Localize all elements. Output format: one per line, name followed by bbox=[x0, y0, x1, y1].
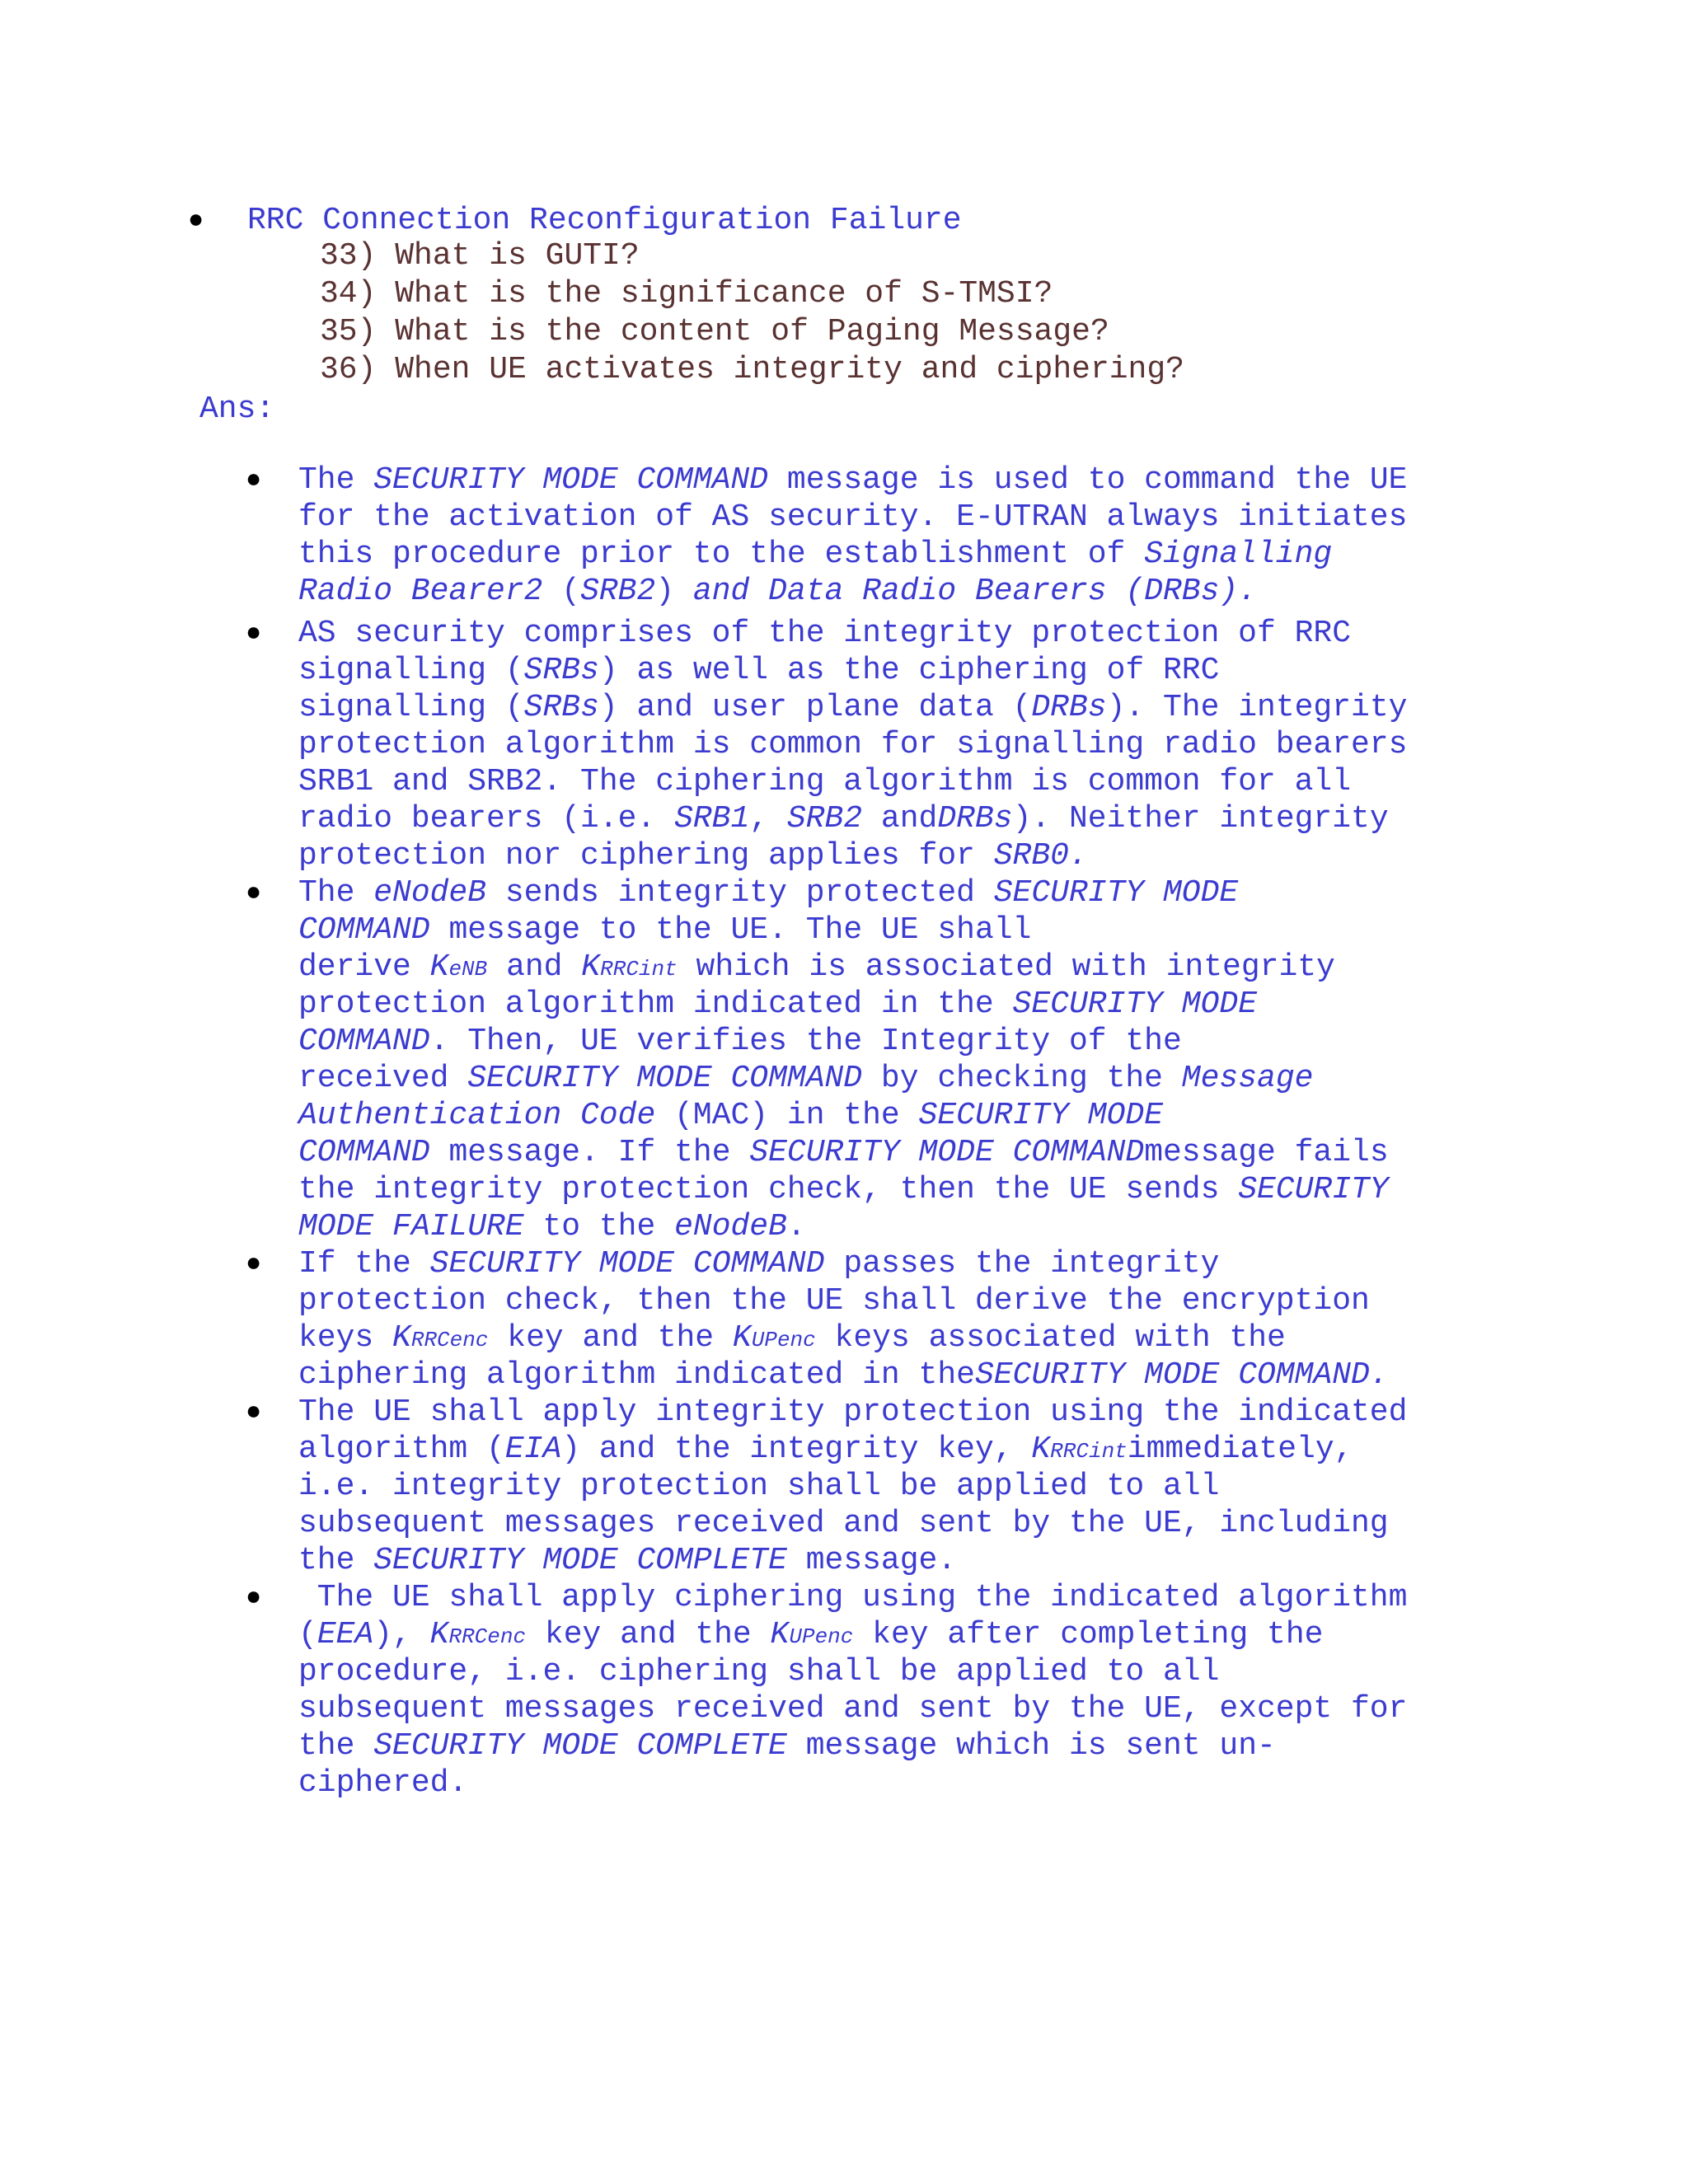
text-line: this procedure prior to the establishment of Signalling bbox=[298, 537, 1333, 572]
bullet-icon: ● bbox=[246, 465, 262, 495]
text-line: The UE shall apply integrity protection using the indicated bbox=[298, 1394, 1408, 1430]
text-line: for the activation of AS security. E-UTRAN always initiates bbox=[298, 499, 1408, 535]
text-line: COMMAND message. If the SECURITY MODE COMMANDmessage fails bbox=[298, 1135, 1389, 1170]
text-line: the SECURITY MODE COMPLETE message. bbox=[298, 1543, 957, 1578]
text-line: keys KRRCenc key and the KUPenc keys associated with the bbox=[298, 1320, 1286, 1356]
text-line: algorithm (EIA) and the integrity key, KRRCintimmediately, bbox=[298, 1432, 1353, 1467]
question-35: 35) What is the content of Paging Message? bbox=[320, 314, 1109, 349]
text-line: COMMAND message to the UE. The UE shall bbox=[298, 912, 1032, 948]
answer-list bbox=[246, 462, 1493, 1802]
question-33: 33) What is GUTI? bbox=[320, 238, 640, 274]
text-line: AS security comprises of the integrity protection of RRC bbox=[298, 616, 1352, 651]
text-line: radio bearers (i.e. SRB1, SRB2 andDRBs). Neither integrity bbox=[298, 801, 1389, 837]
text-line: i.e. integrity protection shall be applied to all bbox=[298, 1469, 1220, 1504]
text-line: If the SECURITY MODE COMMAND passes the integrity bbox=[298, 1246, 1220, 1282]
text-line: protection check, then the UE shall derive the encryption bbox=[298, 1283, 1370, 1319]
answer-item bbox=[246, 874, 1493, 1245]
text-line: SRB1 and SRB2. The ciphering algorithm is common for all bbox=[298, 764, 1352, 799]
answer-item bbox=[246, 462, 1493, 609]
bullet-icon: ● bbox=[246, 1582, 262, 1613]
question-34: 34) What is the significance of S-TMSI? bbox=[320, 276, 1053, 312]
bullet-icon: ● bbox=[246, 618, 262, 649]
answer-item bbox=[246, 1245, 1493, 1394]
question-list bbox=[320, 237, 1184, 389]
text-line: ciphering algorithm indicated in theSECURITY MODE COMMAND. bbox=[298, 1357, 1389, 1393]
top-bullet-text: RRC Connection Reconfiguration Failure bbox=[247, 203, 962, 238]
text-line: the SECURITY MODE COMPLETE message which is sent un- bbox=[298, 1728, 1276, 1764]
text-line: Radio Bearer2 (SRB2) and Data Radio Bearers (DRBs). bbox=[298, 574, 1258, 609]
text-line: protection algorithm is common for signalling radio bearers bbox=[298, 727, 1408, 762]
text-line: signalling (SRBs) and user plane data (DRBs). The integrity bbox=[298, 690, 1408, 725]
text-line: COMMAND. Then, UE verifies the Integrity of the bbox=[298, 1024, 1182, 1059]
text-line: protection nor ciphering applies for SRB0. bbox=[298, 838, 1088, 874]
text-line: procedure, i.e. ciphering shall be applied to all bbox=[298, 1654, 1220, 1690]
text-line: ciphered. bbox=[298, 1765, 468, 1801]
question-36: 36) When UE activates integrity and ciphering? bbox=[320, 352, 1184, 387]
answer-item bbox=[246, 1394, 1493, 1579]
text-line: protection algorithm indicated in the SECURITY MODE bbox=[298, 987, 1257, 1022]
bullet-icon: ● bbox=[188, 205, 204, 236]
text-line: received SECURITY MODE COMMAND by checking the Message bbox=[298, 1061, 1314, 1096]
text-line: derive KeNB and KRRCint which is associated with integrity bbox=[298, 949, 1335, 985]
text-line: (EEA), KRRCenc key and the KUPenc key after completing the bbox=[298, 1617, 1324, 1652]
answer-label: Ans: bbox=[199, 391, 275, 427]
text-line: subsequent messages received and sent by the UE, except for bbox=[298, 1691, 1408, 1727]
text-line: The SECURITY MODE COMMAND message is used to command the UE bbox=[298, 462, 1408, 498]
text-line: The UE shall apply ciphering using the indicated algorithm bbox=[298, 1580, 1408, 1615]
text-line: signalling (SRBs) as well as the ciphering of RRC bbox=[298, 653, 1220, 688]
text-line: the integrity protection check, then the UE sends SECURITY bbox=[298, 1172, 1389, 1207]
bullet-icon: ● bbox=[246, 878, 262, 908]
text-line: subsequent messages received and sent by the UE, including bbox=[298, 1506, 1389, 1541]
answer-item bbox=[246, 1579, 1493, 1802]
text-line: Authentication Code (MAC) in the SECURITY MODE bbox=[298, 1098, 1163, 1133]
answer-item bbox=[246, 615, 1493, 874]
text-line: MODE FAILURE to the eNodeB. bbox=[298, 1209, 806, 1244]
bullet-icon: ● bbox=[246, 1397, 262, 1427]
bullet-icon: ● bbox=[246, 1249, 262, 1279]
text-line: The eNodeB sends integrity protected SECURITY MODE bbox=[298, 875, 1239, 911]
top-bullet-item bbox=[188, 202, 962, 239]
